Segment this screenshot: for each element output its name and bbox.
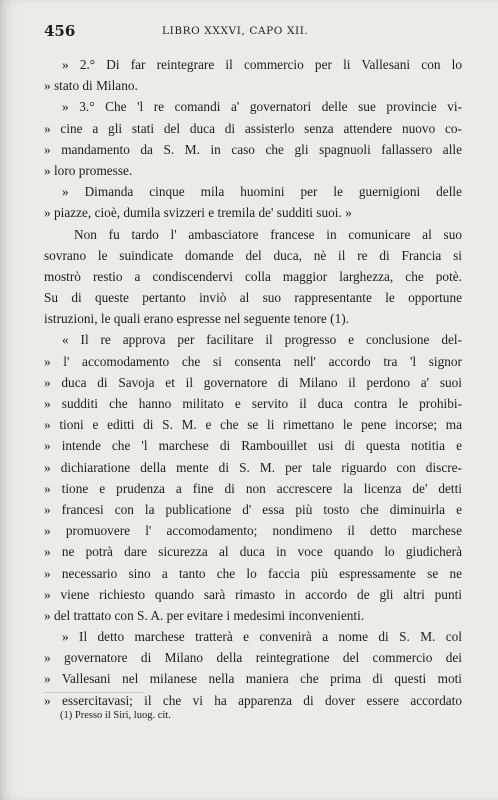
text-line: » promuovere l' accomodamento; nondimeno il detto marchese — [44, 523, 462, 539]
text-line: » ne potrà dare sicurezza al duca in voce quando lo giudicherà — [44, 544, 462, 560]
footnote: (1) Presso il Siri, luog. cit. — [60, 710, 171, 721]
running-head: LIBRO XXXVI, CAPO XII. — [162, 25, 309, 37]
footnote-divider — [44, 692, 144, 693]
text-line: » viene richiesto quando sarà rimasto in accordo de gli altri punti — [44, 586, 462, 602]
page-number: 456 — [44, 22, 76, 40]
text-line: » sudditi che hanno militato e servito il duca contra le prohibi- — [44, 396, 462, 411]
body-text — [44, 54, 462, 711]
text-line: » duca di Savoja et il governatore di Milano il perdono a' suoi — [44, 374, 462, 390]
page-header — [44, 22, 464, 42]
text-line: » dichiaratione della mente di S. M. per tale riguardo con discre- — [44, 459, 462, 475]
text-line: » governatore di Milano della reintegratione del commercio dei — [44, 650, 462, 666]
text-line: » stato di Milano. — [44, 78, 138, 94]
text-line: » 2.° Di far reintegrare il commercio per li Vallesani con lo — [62, 57, 462, 72]
text-line: » Dimanda cinque mila huomini per le guernigioni delle — [62, 184, 462, 200]
text-line: « Il re approva per facilitare il progresso e conclusione del- — [62, 332, 462, 348]
text-line: » tioni e editti di S. M. e che se li rimettano le pene incorse; ma — [44, 417, 462, 433]
text-line: » mandamento da S. M. in caso che gli spagnuoli fallassero alle — [44, 141, 462, 157]
text-line: » essercitavasi; il che vi ha apparenza di dover essere accordato — [44, 692, 462, 708]
text-line: » piazze, cioè, dumila svizzeri e tremila de' sudditi suoi. » — [44, 205, 352, 221]
text-line: » del trattato con S. A. per evitare i medesimi inconvenienti. — [44, 607, 365, 623]
text-line: » francesi con la publicatione d' essa più tosto che diminuirla e — [44, 501, 462, 517]
text-line: » loro promesse. — [44, 162, 133, 178]
text-line: mostrò restio a condiscendervi colla maggior larghezza, che potè. — [44, 268, 462, 284]
text-line: istruzioni, le quali erano espresse nel seguente tenore (1). — [44, 311, 349, 327]
text-line: sovrano le suindicate domande del duca, nè il re di Francia si — [44, 247, 462, 263]
text-line: » Vallesani nel milanese nella maniera che prima di questi moti — [44, 671, 462, 687]
text-line: » tione e prudenza a fine di non accrescere la licenza de' detti — [44, 480, 462, 496]
text-line: » intende che 'l marchese di Rambouillet usi di questa notitia e — [44, 438, 462, 454]
text-line: » l' accomodamento che si consenta nell' accordo tra 'l signor — [44, 353, 462, 369]
text-line: Non fu tardo l' ambasciatore francese in comunicare al suo — [74, 226, 462, 242]
text-line: » necessario sino a tanto che lo faccia più espressamente se ne — [44, 565, 462, 581]
text-line: » cine a gli stati del duca di assisterlo senza attendere nuovo co- — [44, 120, 462, 136]
text-line: » Il detto marchese tratterà e convenirà a nome di S. M. col — [62, 629, 462, 645]
text-line: Su di queste pertanto inviò al suo rappresentante le opportune — [44, 290, 462, 306]
text-line: » 3.° Che 'l re comandi a' governatori delle sue provincie vi- — [62, 99, 462, 115]
